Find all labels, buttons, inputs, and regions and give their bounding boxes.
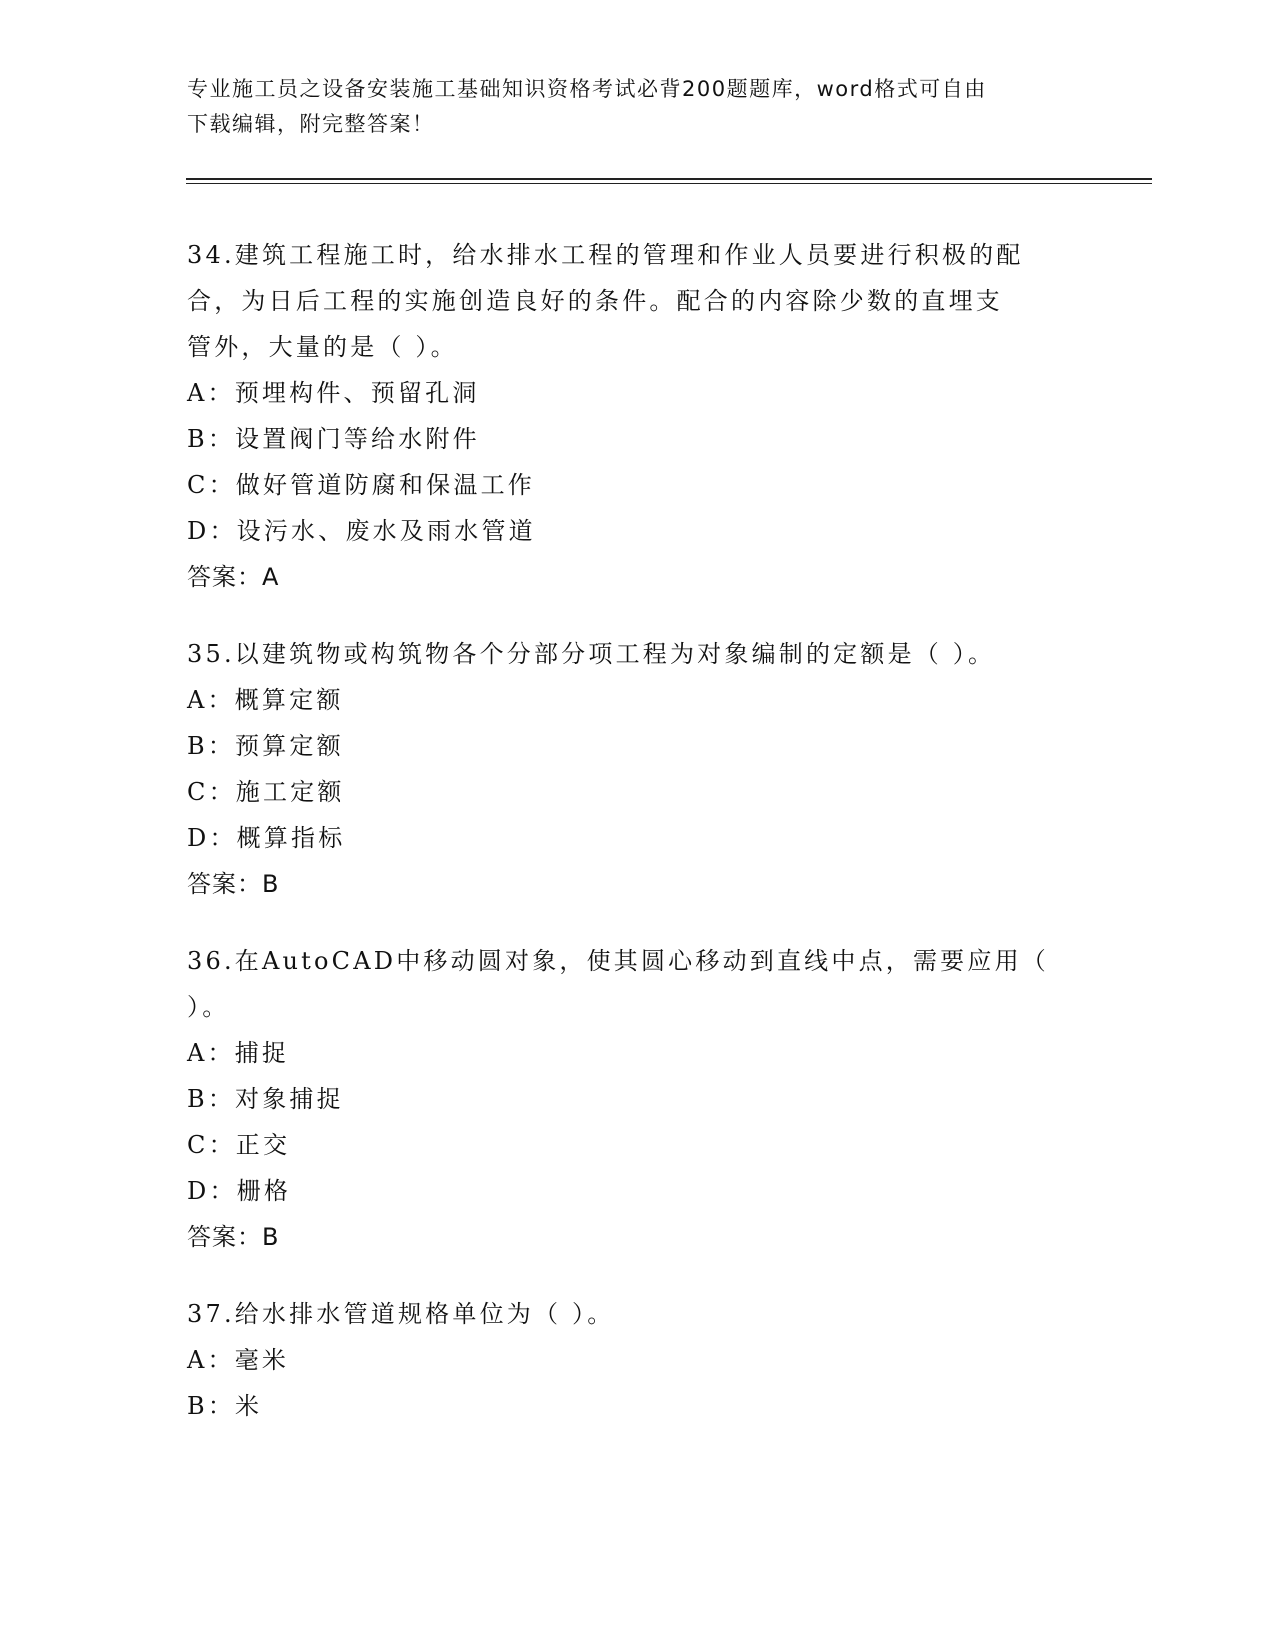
header-line-2: 下载编辑，附完整答案！ bbox=[187, 112, 435, 136]
question-37 bbox=[187, 1291, 1087, 1429]
answer: 答案：B bbox=[187, 870, 280, 898]
question-36 bbox=[187, 938, 1087, 1260]
document-header bbox=[187, 72, 1087, 142]
header-line-1: 专业施工员之设备安装施工基础知识资格考试必背200题题库，word格式可自由 bbox=[187, 77, 987, 101]
question-line: 34.建筑工程施工时，给水排水工程的管理和作业人员要进行积极的配 bbox=[187, 241, 1024, 269]
option-b: B：预算定额 bbox=[187, 732, 344, 760]
header-rule-thick bbox=[186, 178, 1152, 180]
header-rule-thin bbox=[186, 183, 1152, 184]
question-line: 37.给水排水管道规格单位为（ ）。 bbox=[187, 1300, 615, 1328]
question-line: ）。 bbox=[187, 993, 230, 1021]
question-35 bbox=[187, 631, 1087, 907]
answer: 答案：A bbox=[187, 563, 280, 591]
option-d: D：概算指标 bbox=[187, 824, 346, 852]
answer: 答案：B bbox=[187, 1223, 280, 1251]
question-line: 36.在AutoCAD中移动圆对象，使其圆心移动到直线中点，需要应用（ bbox=[187, 947, 1049, 975]
option-b: B：对象捕捉 bbox=[187, 1085, 344, 1113]
question-list bbox=[187, 232, 1087, 1460]
option-b: B：设置阀门等给水附件 bbox=[187, 425, 480, 453]
question-line: 合，为日后工程的实施创造良好的条件。配合的内容除少数的直埋支 bbox=[187, 287, 1003, 315]
option-c: C：施工定额 bbox=[187, 778, 345, 806]
option-c: C：正交 bbox=[187, 1131, 291, 1159]
option-c: C：做好管道防腐和保温工作 bbox=[187, 471, 535, 499]
option-a: A：毫米 bbox=[187, 1346, 290, 1374]
option-a: A：预埋构件、预留孔洞 bbox=[187, 379, 480, 407]
question-line: 管外，大量的是（ ）。 bbox=[187, 333, 458, 361]
option-d: D：栅格 bbox=[187, 1177, 292, 1205]
option-b: B：米 bbox=[187, 1392, 263, 1420]
option-d: D：设污水、废水及雨水管道 bbox=[187, 517, 536, 545]
question-34 bbox=[187, 232, 1087, 600]
option-a: A：概算定额 bbox=[187, 686, 344, 714]
option-a: A：捕捉 bbox=[187, 1039, 290, 1067]
question-line: 35.以建筑物或构筑物各个分部分项工程为对象编制的定额是（ ）。 bbox=[187, 640, 996, 668]
